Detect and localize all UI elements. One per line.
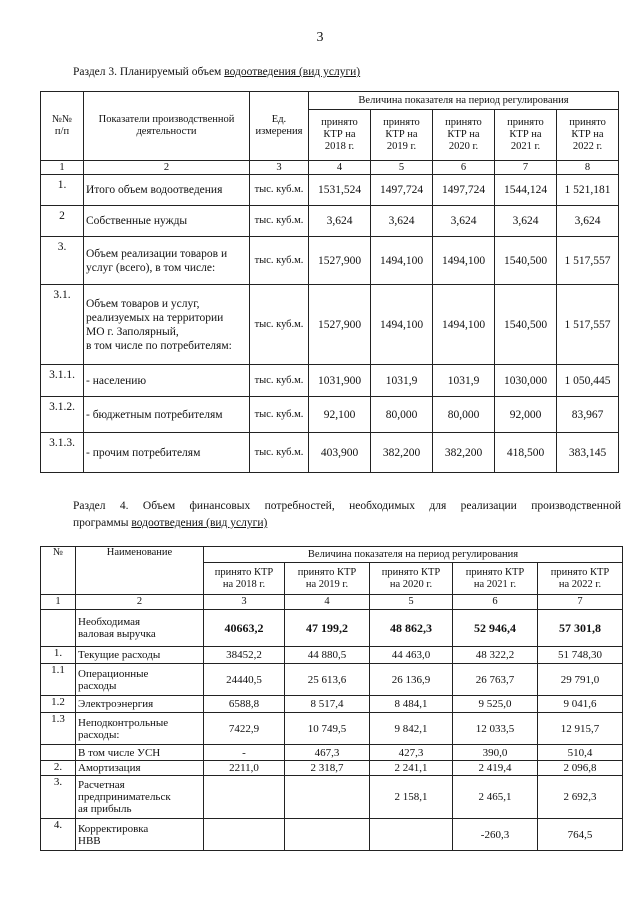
row-value: 9 525,0: [453, 696, 538, 713]
row-value: 1531,524: [309, 175, 371, 206]
header-unit: Ед. измерения: [250, 92, 309, 161]
row-value: 3,624: [309, 206, 371, 237]
row-value: 1030,000: [495, 365, 557, 397]
row-name: Операционные расходы: [76, 664, 204, 696]
column-number: 2: [76, 595, 204, 610]
row-value: 40663,2: [204, 610, 285, 647]
column-number: 5: [371, 161, 433, 175]
row-value: 1540,500: [495, 285, 557, 365]
row-value: 3,624: [433, 206, 495, 237]
row-value: 3,624: [495, 206, 557, 237]
row-number: 1.2: [41, 696, 76, 713]
row-value: 8 517,4: [285, 696, 370, 713]
column-number: 3: [250, 161, 309, 175]
table-row: [41, 819, 623, 851]
table-row: [41, 745, 623, 761]
row-number: 1.: [41, 175, 84, 206]
section4-title-line1: Раздел 4. Объем финансовых потребностей, необходимых для реализации производственной: [73, 500, 621, 512]
row-value: 83,967: [557, 397, 619, 433]
row-number: 3.1.: [41, 285, 84, 365]
row-value: -260,3: [453, 819, 538, 851]
row-value: 1 517,557: [557, 285, 619, 365]
row-value: 1497,724: [371, 175, 433, 206]
row-name: Объем товаров и услуг, реализуемых на территории МО г. Заполярный, в том числе по потребителям:: [84, 285, 250, 365]
row-number: 3.: [41, 776, 76, 819]
header-row: [41, 92, 619, 110]
section4-table: [40, 546, 623, 851]
header-year: принято КТР на 2018 г.: [309, 110, 371, 161]
row-name: - прочим потребителям: [84, 433, 250, 473]
row-value: 2 241,1: [370, 761, 453, 776]
row-value: 2211,0: [204, 761, 285, 776]
column-number: 1: [41, 595, 76, 610]
row-value: 427,3: [370, 745, 453, 761]
header-num: №№ п/п: [41, 92, 84, 161]
section3-title-underlined: водоотведения (вид услуги): [224, 66, 361, 78]
row-value: [204, 776, 285, 819]
header-row: [41, 547, 623, 563]
row-value: 7422,9: [204, 713, 285, 745]
row-value: 2 096,8: [538, 761, 623, 776]
row-name: В том числе УСН: [76, 745, 204, 761]
row-value: [285, 776, 370, 819]
column-number: 3: [204, 595, 285, 610]
row-value: 3,624: [557, 206, 619, 237]
row-unit: тыс. куб.м.: [250, 237, 309, 285]
table-row: [41, 696, 623, 713]
row-value: 1497,724: [433, 175, 495, 206]
row-value: [204, 819, 285, 851]
row-value: 467,3: [285, 745, 370, 761]
row-value: 1494,100: [433, 285, 495, 365]
row-value: [370, 819, 453, 851]
row-value: 1494,100: [433, 237, 495, 285]
header-year: принято КТР на 2018 г.: [204, 563, 285, 595]
row-value: 1494,100: [371, 237, 433, 285]
row-value: 2 419,4: [453, 761, 538, 776]
row-value: 382,200: [371, 433, 433, 473]
table-row: [41, 175, 619, 206]
row-value: 10 749,5: [285, 713, 370, 745]
row-value: 12 915,7: [538, 713, 623, 745]
row-value: 92,100: [309, 397, 371, 433]
page-number: 3: [316, 30, 324, 45]
row-value: 12 033,5: [453, 713, 538, 745]
row-number: [41, 610, 76, 647]
row-value: 1540,500: [495, 237, 557, 285]
table-row: [41, 206, 619, 237]
row-name: - бюджетным потребителям: [84, 397, 250, 433]
row-value: 2 692,3: [538, 776, 623, 819]
row-value: 6588,8: [204, 696, 285, 713]
row-name: Расчетная предпринимательск ая прибыль: [76, 776, 204, 819]
row-value: 764,5: [538, 819, 623, 851]
row-value: 26 763,7: [453, 664, 538, 696]
column-number: 5: [370, 595, 453, 610]
row-number: 2.: [41, 761, 76, 776]
row-unit: тыс. куб.м.: [250, 365, 309, 397]
column-number: 6: [453, 595, 538, 610]
row-number: 1.: [41, 647, 76, 664]
column-number: 7: [538, 595, 623, 610]
row-value: -: [204, 745, 285, 761]
row-value: 1527,900: [309, 285, 371, 365]
row-value: 92,000: [495, 397, 557, 433]
row-value: 51 748,30: [538, 647, 623, 664]
row-value: 9 041,6: [538, 696, 623, 713]
row-value: 57 301,8: [538, 610, 623, 647]
row-name: - населению: [84, 365, 250, 397]
column-number-row: [41, 161, 619, 175]
row-value: 390,0: [453, 745, 538, 761]
table-row: [41, 433, 619, 473]
row-value: 403,900: [309, 433, 371, 473]
header-year: принято КТР на 2019 г.: [371, 110, 433, 161]
header-year: принято КТР на 2019 г.: [285, 563, 370, 595]
row-value: 1494,100: [371, 285, 433, 365]
row-value: 38452,2: [204, 647, 285, 664]
row-value: 2 318,7: [285, 761, 370, 776]
row-value: 25 613,6: [285, 664, 370, 696]
table-row: [41, 647, 623, 664]
row-name: Неподконтрольные расходы:: [76, 713, 204, 745]
header-year: принято КТР на 2021 г.: [453, 563, 538, 595]
section3-title: [73, 66, 360, 78]
row-name: Необходимая валовая выручка: [76, 610, 204, 647]
header-year: принято КТР на 2020 г.: [433, 110, 495, 161]
row-value: 1031,9: [433, 365, 495, 397]
row-unit: тыс. куб.м.: [250, 285, 309, 365]
table-row: [41, 397, 619, 433]
row-value: 80,000: [433, 397, 495, 433]
row-unit: тыс. куб.м.: [250, 206, 309, 237]
column-number: 8: [557, 161, 619, 175]
row-value: 9 842,1: [370, 713, 453, 745]
header-indicator: Показатели производственной деятельности: [84, 92, 250, 161]
row-unit: тыс. куб.м.: [250, 175, 309, 206]
header-year: принято КТР на 2022 г.: [538, 563, 623, 595]
row-number: 3.: [41, 237, 84, 285]
row-value: 3,624: [371, 206, 433, 237]
column-number-row: [41, 595, 623, 610]
section4-title-plain: программы: [73, 517, 132, 529]
table-row: [41, 237, 619, 285]
section4-title-line2: [73, 517, 267, 529]
row-value: 418,500: [495, 433, 557, 473]
column-number: 6: [433, 161, 495, 175]
row-value: 1 517,557: [557, 237, 619, 285]
row-name: Корректировка НВВ: [76, 819, 204, 851]
row-number: [41, 745, 76, 761]
row-value: 48 322,2: [453, 647, 538, 664]
row-number: 2: [41, 206, 84, 237]
row-value: 24440,5: [204, 664, 285, 696]
row-value: 29 791,0: [538, 664, 623, 696]
row-value: [285, 819, 370, 851]
row-number: 4.: [41, 819, 76, 851]
table-row: [41, 761, 623, 776]
row-value: 80,000: [371, 397, 433, 433]
row-value: 510,4: [538, 745, 623, 761]
table-row: [41, 713, 623, 745]
row-name: Итого объем водоотведения: [84, 175, 250, 206]
row-number: 1.3: [41, 713, 76, 745]
row-value: 383,145: [557, 433, 619, 473]
row-number: 3.1.3.: [41, 433, 84, 473]
row-value: 48 862,3: [370, 610, 453, 647]
row-unit: тыс. куб.м.: [250, 397, 309, 433]
section3-table: [40, 91, 619, 473]
row-name: Собственные нужды: [84, 206, 250, 237]
header-period: Величина показателя на период регулирования: [204, 547, 623, 563]
row-value: 1 050,445: [557, 365, 619, 397]
column-number: 1: [41, 161, 84, 175]
row-value: 2 158,1: [370, 776, 453, 819]
row-name: Электроэнергия: [76, 696, 204, 713]
table-row: [41, 610, 623, 647]
column-number: 4: [285, 595, 370, 610]
header-year: принято КТР на 2022 г.: [557, 110, 619, 161]
row-value: 47 199,2: [285, 610, 370, 647]
row-value: 26 136,9: [370, 664, 453, 696]
table-row: [41, 285, 619, 365]
column-number: 2: [84, 161, 250, 175]
row-value: 1544,124: [495, 175, 557, 206]
table-row: [41, 365, 619, 397]
row-number: 3.1.1.: [41, 365, 84, 397]
row-value: 2 465,1: [453, 776, 538, 819]
section3-title-plain: Раздел 3. Планируемый объем: [73, 66, 225, 78]
row-unit: тыс. куб.м.: [250, 433, 309, 473]
column-number: 7: [495, 161, 557, 175]
row-value: 1527,900: [309, 237, 371, 285]
table-row: [41, 664, 623, 696]
header-year: принято КТР на 2021 г.: [495, 110, 557, 161]
row-value: 52 946,4: [453, 610, 538, 647]
table-row: [41, 776, 623, 819]
header-num: №: [41, 547, 76, 595]
header-year: принято КТР на 2020 г.: [370, 563, 453, 595]
header-period: Величина показателя на период регулирования: [309, 92, 619, 110]
column-number: 4: [309, 161, 371, 175]
row-name: Амортизация: [76, 761, 204, 776]
row-number: 1.1: [41, 664, 76, 696]
row-number: 3.1.2.: [41, 397, 84, 433]
header-name: Наименование: [76, 547, 204, 595]
row-value: 44 463,0: [370, 647, 453, 664]
row-value: 1 521,181: [557, 175, 619, 206]
row-value: 1031,900: [309, 365, 371, 397]
row-value: 8 484,1: [370, 696, 453, 713]
row-value: 44 880,5: [285, 647, 370, 664]
row-name: Текущие расходы: [76, 647, 204, 664]
section4-title-underlined: водоотведения (вид услуги): [131, 517, 268, 529]
row-value: 1031,9: [371, 365, 433, 397]
row-value: 382,200: [433, 433, 495, 473]
row-name: Объем реализации товаров и услуг (всего), в том числе:: [84, 237, 250, 285]
